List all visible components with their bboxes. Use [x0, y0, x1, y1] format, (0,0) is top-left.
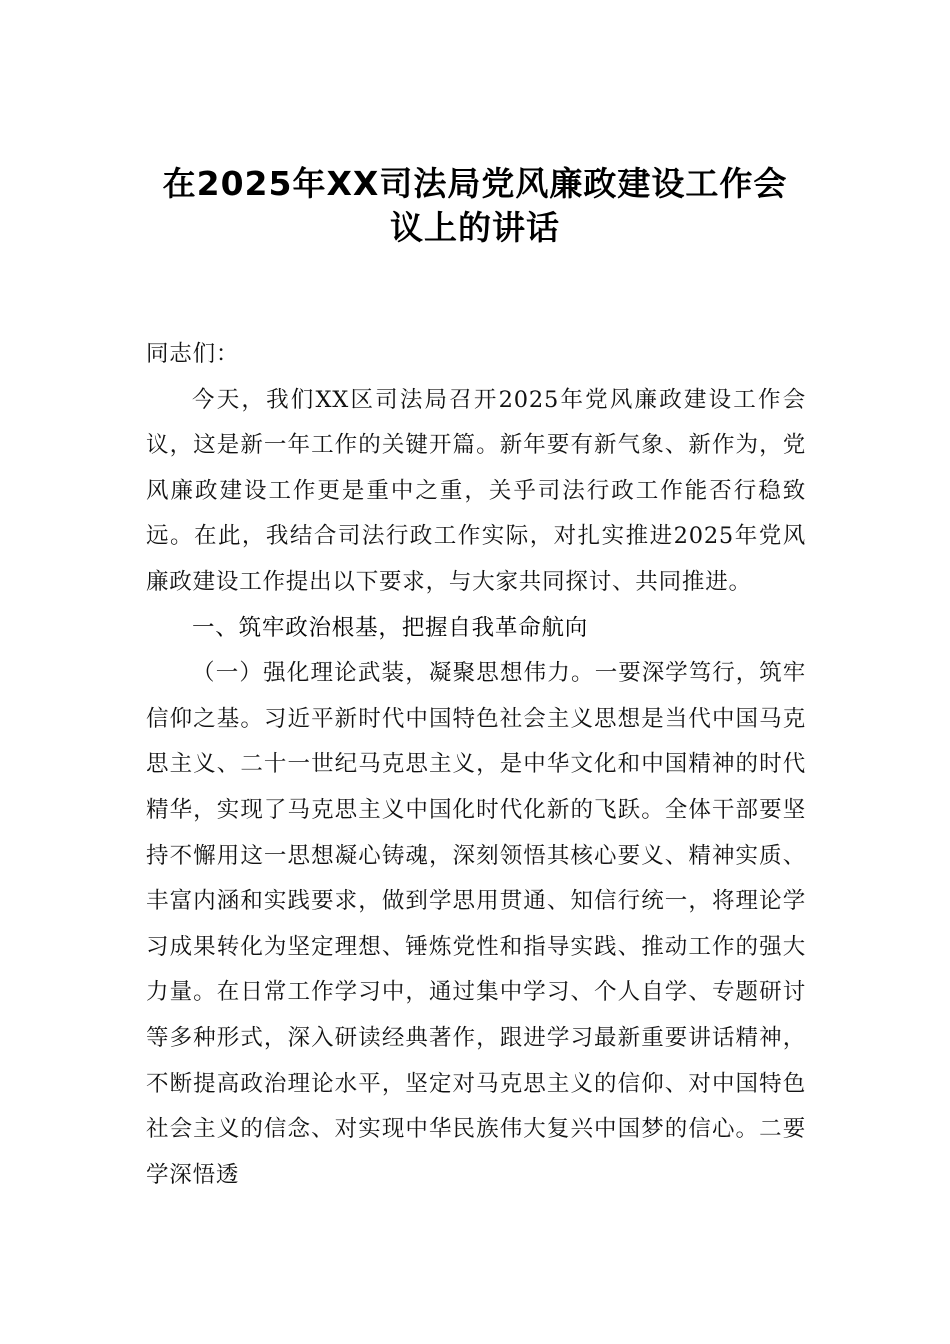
- salutation: 同志们：: [146, 341, 240, 367]
- document-title-line-1: 在2025年XX司法局党风廉政建设工作会: [162, 164, 788, 203]
- subsection-text-1: 一要深学笃行，筑牢信仰之基。习近平新时代中国特色社会主义思想是当代中国马克思主义、二十一世纪马克思主义，是中华文化和中国精神的时代精华，实现了马克思主义中国化时代化新的飞跃。全体干部要坚持不懈用这一思想凝心铸魂，深刻领悟其核心要义、精神实质、丰富内涵和实践要求，做到学思用贯通、知信行统一，将理论学习成果转化为坚定理想、锤炼党性和指导实践、推动工作的强大力量。在日常工作学习中，通过集中学习、个人自学、专题研讨等多种形式，深入研读经典著作，跟进学习最新重要讲话精神，不断提高政治理论水平，坚定对马克思主义的信仰、对中国特色社会主义的信念、对实现中华民族伟大复兴中国梦的信心。二要学深悟透: [146, 660, 806, 1188]
- intro-paragraph: 今天，我们XX区司法局召开2025年党风廉政建设工作会议，这是新一年工作的关键开篇。新年要有新气象、新作为，党风廉政建设工作更是重中之重，关乎司法行政工作能否行稳致远。在此，我结合司法行政工作实际，对扎实推进2025年党风廉政建设工作提出以下要求，与大家共同探讨、共同推进。: [146, 386, 806, 595]
- subsection-title-1: （一）强化理论武装，凝聚思想伟力。: [192, 660, 595, 687]
- document-body: [146, 332, 806, 1198]
- subsection-paragraph-1: [146, 651, 806, 1198]
- section-heading-1: 一、筑牢政治根基，把握自我革命航向: [192, 614, 589, 641]
- document-title-line-2: 议上的讲话: [390, 208, 560, 247]
